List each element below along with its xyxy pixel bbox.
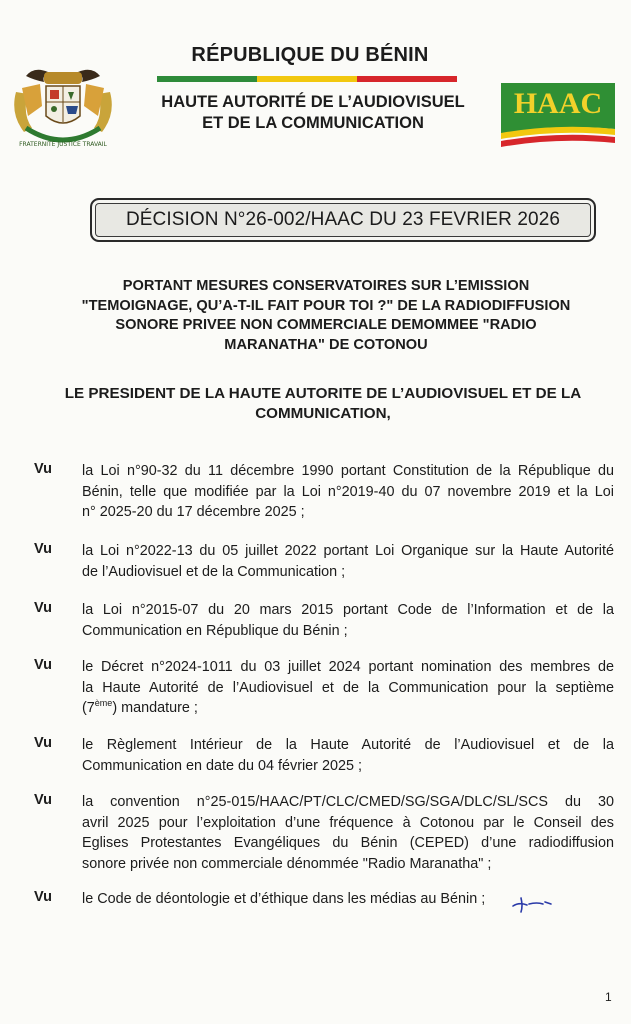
vu-line: la Loi n°2022-13 du 05 juillet 2022 portant Loi Organique sur la Haute Autorité [82, 543, 614, 559]
authority-name [128, 92, 498, 134]
vu-line: de l’Audiovisuel et de la Communication ; [82, 563, 346, 580]
subject-line: MARANATHA" DE COTONOU [224, 336, 428, 353]
mandate-suffix: ème [94, 698, 113, 709]
vu-label: Vu [34, 889, 52, 905]
vu-label: Vu [34, 735, 52, 751]
vu-label: Vu [34, 461, 52, 477]
vu-line: le Décret n°2024-1011 du 03 juillet 2024 portant nomination des membres de [82, 659, 614, 675]
vu-text [82, 657, 614, 719]
president-line: LE PRESIDENT DE LA HAUTE AUTORITE DE L’AUDIOVISUEL ET DE LA [64, 385, 582, 402]
vu-line: la Loi n°90-32 du 11 décembre 1990 portant Constitution de la République du [82, 463, 614, 479]
vu-line: le Code de déontologie et d’éthique dans les médias au Bénin ; [82, 891, 486, 907]
mandate-tail: ) mandature ; [112, 700, 198, 716]
vu-text [82, 792, 614, 874]
vu-label: Vu [34, 600, 52, 616]
vu-line: sonore privée non commerciale dénommée "Radio Maranatha" ; [82, 855, 492, 872]
vu-line: le Règlement Intérieur de la Haute Autorité de l’Audiovisuel et de la [82, 737, 614, 753]
vu-text [82, 541, 614, 582]
subject-line: "TEMOIGNAGE, QU’A-T-IL FAIT POUR TOI ?" DE LA RADIODIFFUSION [81, 297, 571, 314]
subject-line: PORTANT MESURES CONSERVATOIRES SUR L’EMISSION [122, 278, 530, 294]
coat-of-arms-icon [8, 62, 118, 158]
republic-title: RÉPUBLIQUE DU BÉNIN [191, 44, 429, 66]
vu-line: Bénin, telle que modifiée par la Loi n°2019-40 du 07 novembre 2019 et la Loi [82, 483, 614, 500]
mandate-number: (7 [82, 700, 95, 716]
flag-stripe-red [357, 76, 457, 82]
vu-line: la Haute Autorité de l’Audiovisuel et de la Communication pour la septième [82, 679, 614, 696]
haac-logo-text: HAAC [513, 87, 603, 120]
flag-stripe-yellow [257, 76, 357, 82]
vu-label: Vu [34, 541, 52, 557]
vu-line: Communication en République du Bénin ; [82, 622, 348, 639]
vu-text [82, 735, 614, 776]
vu-text [82, 600, 614, 641]
svg-text:FRATERNITE JUSTICE TRAVAIL: FRATERNITE JUSTICE TRAVAIL [19, 141, 107, 148]
vu-line: n° 2025-20 du 17 décembre 2025 ; [82, 504, 305, 520]
vu-line [82, 698, 614, 719]
vu-line: Communication en date du 04 février 2025 ; [82, 757, 362, 774]
vu-label: Vu [34, 657, 52, 673]
haac-logo [497, 77, 619, 149]
decision-subject [70, 277, 582, 355]
decision-title-box [90, 198, 596, 242]
authority-line-2: ET DE LA COMMUNICATION [202, 114, 424, 132]
handwritten-initials [509, 892, 555, 916]
vu-line: avril 2025 pour l’exploitation d’une fréquence à Cotonou par le Conseil des [82, 814, 614, 831]
vu-label: Vu [34, 792, 52, 808]
vu-line: Eglises Protestantes Evangéliques du Bénin (CEPED) d’une radiodiffusion [82, 835, 614, 851]
authority-line-1: HAUTE AUTORITÉ DE L’AUDIOVISUEL [161, 93, 465, 111]
president-heading [40, 384, 606, 424]
page-number: 1 [605, 990, 612, 1004]
vu-line: la convention n°25-015/HAAC/PT/CLC/CMED/SG/SGA/DLC/SL/SCS du 30 [82, 794, 614, 810]
vu-text [82, 461, 614, 523]
subject-line: SONORE PRIVEE NON COMMERCIALE DEMOMMEE "RADIO [115, 317, 537, 333]
decision-title: DÉCISION N°26-002/HAAC DU 23 FEVRIER 2026 [125, 209, 561, 230]
vu-line: la Loi n°2015-07 du 20 mars 2015 portant Code de l’Information et de la [82, 602, 614, 618]
flag-stripe [157, 76, 457, 82]
president-line: COMMUNICATION, [255, 405, 391, 422]
flag-stripe-green [157, 76, 257, 82]
